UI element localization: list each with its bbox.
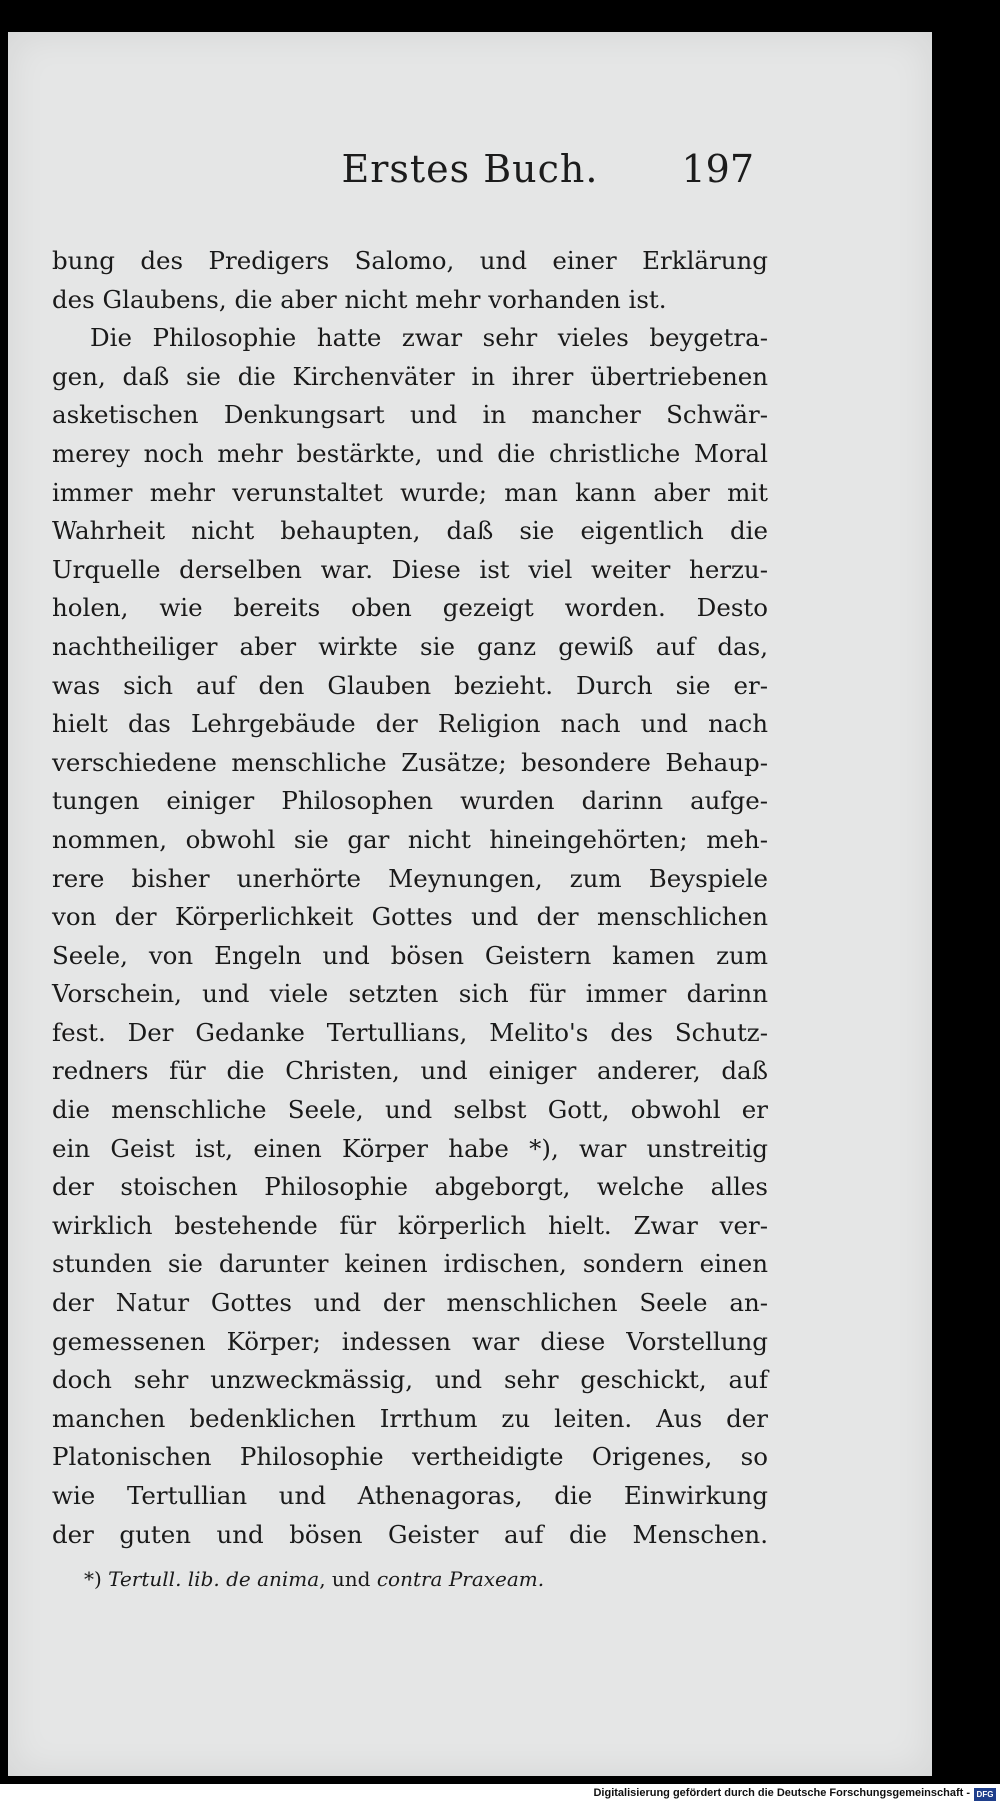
text-line: Urquelle derselben war. Diese ist viel weiter herzu- <box>52 554 768 584</box>
text-line: doch sehr unzweckmässig, und sehr geschickt, auf <box>52 1365 768 1395</box>
text-line: der Natur Gottes und der menschlichen Seele an- <box>52 1288 768 1318</box>
funding-credit: Digitalisierung gefördert durch die Deutsche Forschungsgemeinschaft - <box>593 1787 970 1799</box>
text-line: nommen, obwohl sie gar nicht hineingehörten; meh- <box>52 824 768 854</box>
text-line: was sich auf den Glauben bezieht. Durch sie er- <box>52 670 768 700</box>
text-line: Vorschein, und viele setzten sich für immer darinn <box>52 979 768 1009</box>
text-line: wie Tertullian und Athenagoras, die Einwirkung <box>52 1481 768 1510</box>
text-line: merey noch mehr bestärkte, und die christliche Moral <box>52 438 768 468</box>
footnote-citation-1: Tertull. lib. de anima <box>108 1567 320 1591</box>
text-line: bung des Predigers Salomo, und einer Erklärung <box>52 246 768 275</box>
text-line: wirklich bestehende für körperlich hielt. Zwar ver- <box>52 1210 768 1240</box>
text-line: redners für die Christen, und einiger anderer, daß <box>52 1056 768 1086</box>
page-number: 197 <box>681 147 754 191</box>
page-header <box>8 147 932 207</box>
text-line: manchen bedenklichen Irrthum zu leiten. Aus der <box>52 1403 768 1433</box>
text-line: von der Körperlichkeit Gottes und der menschlichen <box>52 902 768 932</box>
body-text <box>52 242 768 1554</box>
running-title: Erstes Buch. <box>341 147 599 191</box>
text-line: Wahrheit nicht behaupten, daß sie eigentlich die <box>52 516 768 546</box>
dfg-logo-icon: DFG <box>974 1788 996 1801</box>
digitization-footer <box>0 1784 1000 1806</box>
text-line: der guten und bösen Geister auf die Menschen. <box>52 1519 768 1549</box>
text-line: gemessenen Körper; indessen war diese Vorstellung <box>52 1326 768 1356</box>
text-line: verschiedene menschliche Zusätze; besondere Behaup- <box>52 747 768 777</box>
text-line: immer mehr verunstaltet wurde; man kann aber mit <box>52 477 768 507</box>
text-line: hielt das Lehrgebäude der Religion nach und nach <box>52 709 768 739</box>
text-line: rere bisher unerhörte Meynungen, zum Beyspiele <box>52 863 768 893</box>
text-line: nachtheiliger aber wirkte sie ganz gewiß auf das, <box>52 631 768 661</box>
text-line: Platonischen Philosophie vertheidigte Origenes, so <box>52 1442 768 1472</box>
text-line: gen, daß sie die Kirchenväter in ihrer übertriebenen <box>52 361 768 391</box>
text-line: ein Geist ist, einen Körper habe *), war unstreitig <box>52 1133 768 1163</box>
text-line: Die Philosophie hatte zwar sehr vieles beygetra- <box>90 323 768 353</box>
book-page <box>8 32 932 1776</box>
text-line: stunden sie darunter keinen irdischen, sondern einen <box>52 1249 768 1279</box>
footnote-citation-2: contra Praxeam. <box>376 1567 545 1591</box>
text-line: asketischen Denkungsart und in mancher Schwär- <box>52 400 768 430</box>
text-line: fest. Der Gedanke Tertullians, Melito's des Schutz- <box>52 1017 768 1047</box>
text-line: die menschliche Seele, und selbst Gott, obwohl er <box>52 1095 768 1125</box>
footnote-marker: *) <box>84 1567 102 1591</box>
text-line: des Glaubens, die aber nicht mehr vorhanden ist. <box>52 284 667 314</box>
text-line: Seele, von Engeln und bösen Geistern kamen zum <box>52 940 768 970</box>
text-line: der stoischen Philosophie abgeborgt, welche alles <box>52 1172 768 1202</box>
footnote <box>84 1567 764 1591</box>
footnote-joiner: , und <box>319 1567 371 1591</box>
text-line: holen, wie bereits oben gezeigt worden. Desto <box>52 593 768 623</box>
text-line: tungen einiger Philosophen wurden darinn aufge- <box>52 786 768 816</box>
